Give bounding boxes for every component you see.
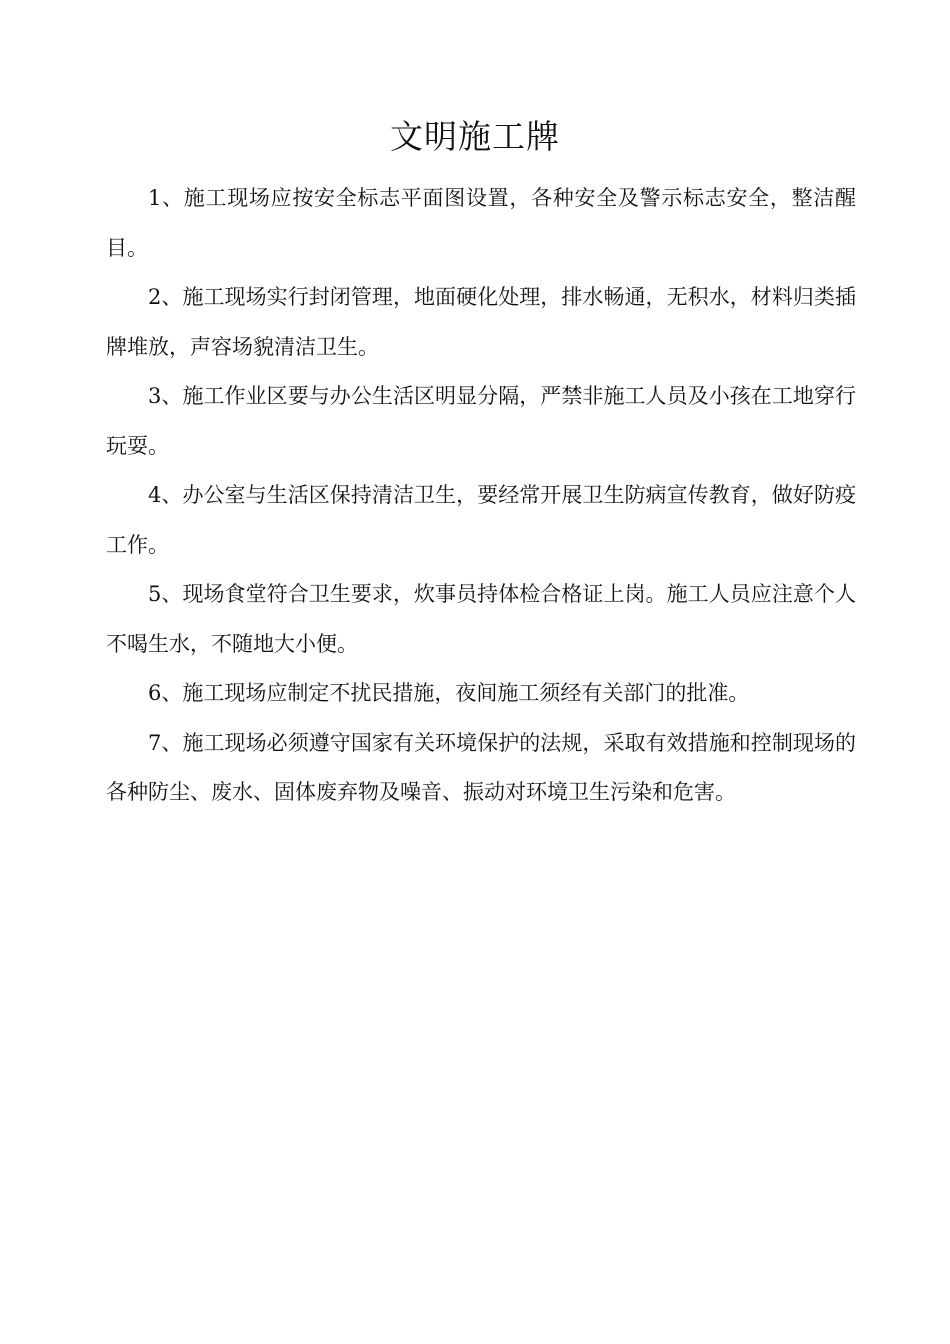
rule-item-2: 2、施工现场实行封闭管理，地面硬化处理，排水畅通，无积水，材料归类插牌堆放，声容场貌清洁卫生。	[106, 285, 856, 359]
page-title: 文明施工牌	[390, 117, 560, 156]
rule-item-3: 3、施工作业区要与办公生活区明显分隔，严禁非施工人员及小孩在工地穿行玩耍。	[106, 384, 856, 458]
rule-item-1: 1、施工现场应按安全标志平面图设置，各种安全及警示标志安全，整洁醒目。	[106, 186, 856, 260]
rules-list	[106, 174, 856, 818]
rule-item-7: 7、施工现场必须遵守国家有关环境保护的法规，采取有效措施和控制现场的各种防尘、废水、固体废弃物及噪音、振动对环境卫生污染和危害。	[106, 730, 856, 804]
rule-item-5: 5、现场食堂符合卫生要求，炊事员持体检合格证上岗。施工人员应注意个人不喝生水，不随地大小便。	[106, 582, 856, 656]
rule-item-6: 6、施工现场应制定不扰民措施，夜间施工须经有关部门的批准。	[148, 681, 750, 705]
rule-item-4: 4、办公室与生活区保持清洁卫生，要经常开展卫生防病宣传教育，做好防疫工作。	[106, 483, 856, 557]
